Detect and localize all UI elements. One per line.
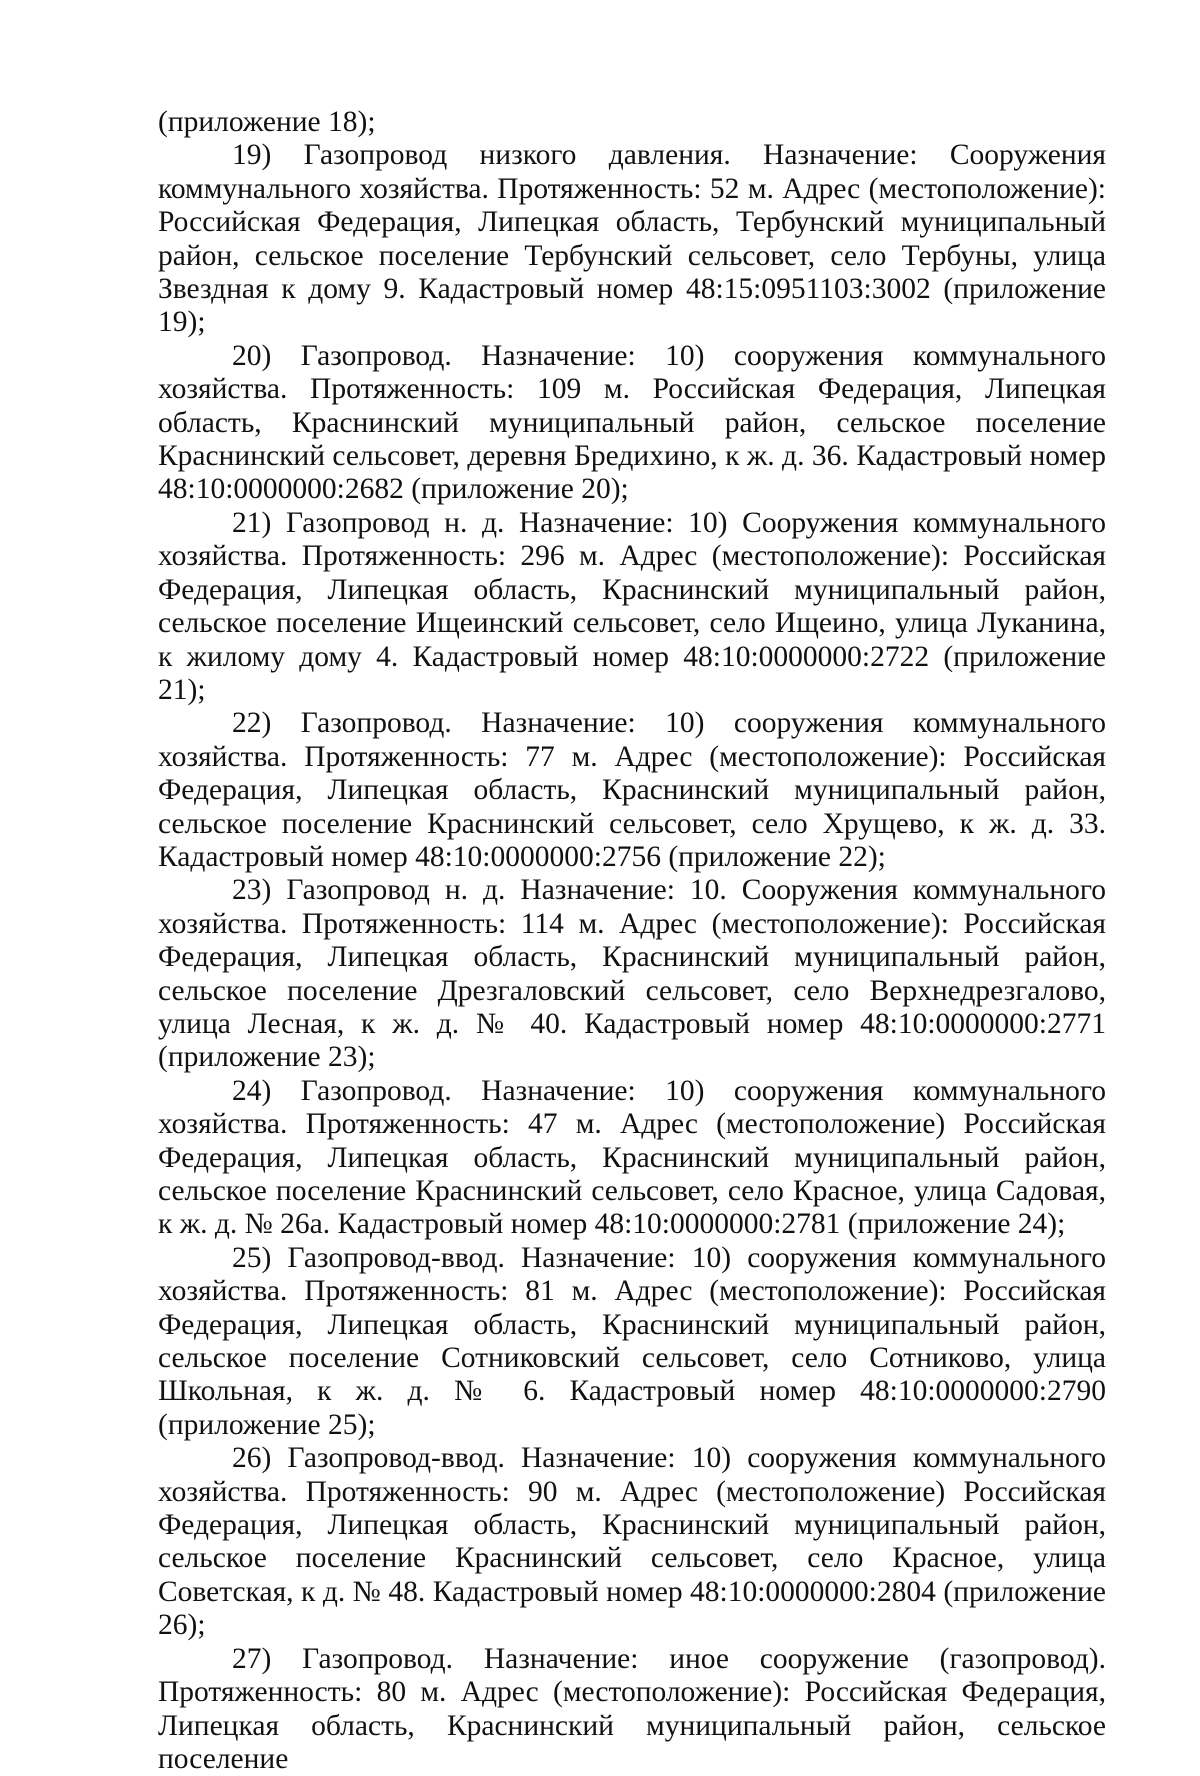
paragraph-continuation: (приложение 18); bbox=[158, 106, 376, 138]
paragraph-item-23: 23) Газопровод н. д. Назначение: 10. Сооружения коммунального хозяйства. Протяженность: 114 м. Адрес (местоположение): Российская Федерация, Липецкая область, Краснинский муниципальный район, сельское поселение Дрезгаловский сельсовет, село Верхнедрезгалово, улица Лесная, к ж. д. № 40. Кадастровый номер 48:10:0000000:2771 (приложение 23); bbox=[158, 874, 1106, 1074]
paragraph-item-21: 21) Газопровод н. д. Назначение: 10) Сооружения коммунального хозяйства. Протяженность: 296 м. Адрес (местоположение): Российская Федерация, Липецкая область, Краснинский муниципальный район, сельское поселение Ищеинский сельсовет, село Ищеино, улица Луканина, к жилому дому 4. Кадастровый номер 48:10:0000000:2722 (приложение 21); bbox=[158, 506, 1106, 706]
document-body bbox=[158, 106, 1106, 1776]
paragraph-item-25: 25) Газопровод-ввод. Назначение: 10) сооружения коммунального хозяйства. Протяженность: 81 м. Адрес (местоположение): Российская Федерация, Липецкая область, Краснинский муниципальный район, сельское поселение Сотниковский сельсовет, село Сотниково, улица Школьная, к ж. д. № 6. Кадастровый номер 48:10:0000000:2790 (приложение 25); bbox=[158, 1241, 1106, 1441]
paragraph-item-19: 19) Газопровод низкого давления. Назначение: Сооружения коммунального хозяйства. Протяженность: 52 м. Адрес (местоположение): Российская Федерация, Липецкая область, Тербунский муниципальный район, сельское поселение Тербунский сельсовет, село Тербуны, улица Звездная к дому 9. Кадастровый номер 48:15:0951103:3002 (приложение 19); bbox=[158, 139, 1106, 339]
paragraph-item-20: 20) Газопровод. Назначение: 10) сооружения коммунального хозяйства. Протяженность: 109 м. Российская Федерация, Липецкая область, Краснинский муниципальный район, сельское поселение Краснинский сельсовет, деревня Бредихино, к ж. д. 36. Кадастровый номер 48:10:0000000:2682 (приложение 20); bbox=[158, 339, 1106, 506]
paragraph-item-22: 22) Газопровод. Назначение: 10) сооружения коммунального хозяйства. Протяженность: 77 м. Адрес (местоположение): Российская Федерация, Липецкая область, Краснинский муниципальный район, сельское поселение Краснинский сельсовет, село Хрущево, к ж. д. 33. Кадастровый номер 48:10:0000000:2756 (приложение 22); bbox=[158, 707, 1106, 873]
paragraph-item-24: 24) Газопровод. Назначение: 10) сооружения коммунального хозяйства. Протяженность: 47 м. Адрес (местоположение) Российская Федерация, Липецкая область, Краснинский муниципальный район, сельское поселение Краснинский сельсовет, село Красное, улица Садовая, к ж. д. № 26а. Кадастровый номер 48:10:0000000:2781 (приложение 24); bbox=[158, 1074, 1106, 1241]
paragraph-item-26: 26) Газопровод-ввод. Назначение: 10) сооружения коммунального хозяйства. Протяженность: 90 м. Адрес (местоположение) Российская Федерация, Липецкая область, Краснинский муниципальный район, сельское поселение Краснинский сельсовет, село Красное, улица Советская, к д. № 48. Кадастровый номер 48:10:0000000:2804 (приложение 26); bbox=[158, 1442, 1106, 1642]
paragraph-item-27: 27) Газопровод. Назначение: иное сооружение (газопровод). Протяженность: 80 м. Адрес (местоположение): Российская Федерация, Липецкая область, Краснинский муниципальный район, сельское поселение bbox=[158, 1642, 1106, 1775]
